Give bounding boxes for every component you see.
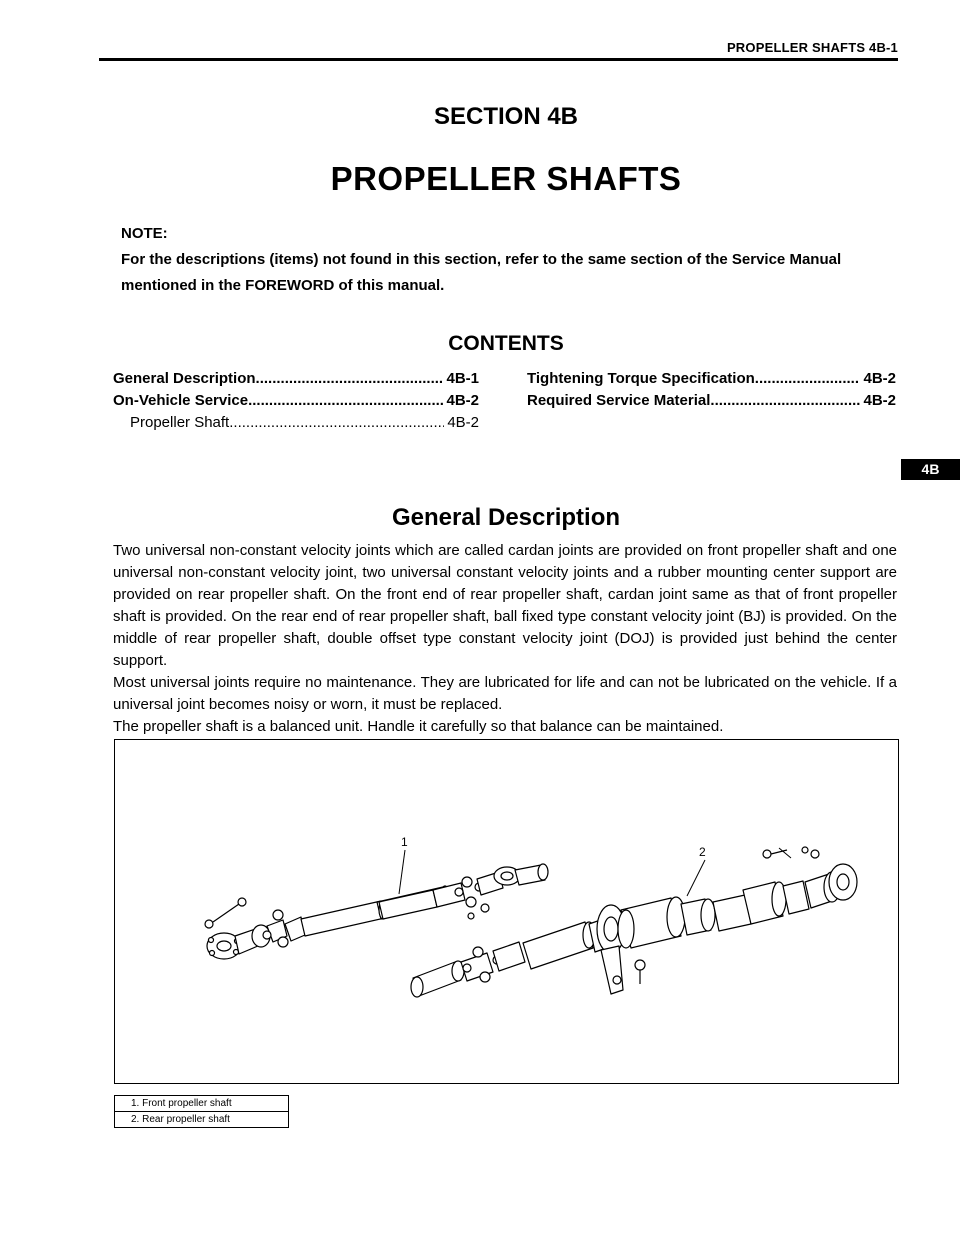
rear-shaft-tube-front [523, 922, 595, 969]
legend-item: 2. Rear propeller shaft [115, 1112, 289, 1128]
toc-entry-page: 4B-2 [863, 392, 896, 409]
running-header: PROPELLER SHAFTS 4B-1 [726, 40, 898, 55]
note-label: NOTE: [121, 225, 168, 242]
propeller-shaft-illustration [114, 739, 899, 1084]
front-rear-joint [433, 864, 548, 907]
toc-left-column [113, 368, 479, 434]
toc-entry-required-service-material[interactable] [527, 390, 896, 412]
toc-entry-page: 4B-2 [446, 392, 479, 409]
note-block [121, 221, 911, 299]
rear-shaft-tube-rear [713, 882, 786, 931]
ball-fixed-joint [783, 864, 857, 914]
toc-entry-propeller-shaft[interactable] [113, 412, 479, 434]
rear-front-spline-yoke [411, 961, 464, 997]
header-rule [99, 58, 898, 61]
rear-front-spider [461, 942, 525, 982]
figure-legend [114, 1095, 289, 1128]
front-bolt [205, 898, 246, 928]
toc-entry-general-description[interactable] [113, 368, 479, 390]
toc-entry-title: General Description [113, 370, 256, 387]
toc-entry-on-vehicle-service[interactable] [113, 390, 479, 412]
section-label: SECTION 4B [433, 103, 579, 130]
callout-2: 2 [699, 845, 706, 859]
toc-entry-title: Tightening Torque Specification [527, 370, 755, 387]
toc-entry-page: 4B-1 [446, 370, 479, 387]
toc-entry-tightening-torque[interactable] [527, 368, 896, 390]
double-offset-joint [618, 897, 715, 948]
propeller-shaft-drawing [115, 740, 898, 1083]
front-flange-yoke [207, 925, 270, 959]
body-paragraph: Two universal non-constant velocity joints which are called cardan joints are provided on front propeller shaft and one universal non-constant velocity joint, two universal constant velocity joints and a rubber mounting center support are provided on rear propeller shaft. On the front end of rear propeller shaft, cardan joint same as that of front propeller shaft is provided. On the rear end of rear propeller shaft, ball fixed type constant velocity joint (BJ) is provided. On the middle of rear propeller shaft, double offset type constant velocity joint (DOJ) is provided just behind the center support. [113, 542, 897, 669]
toc-entry-title: Propeller Shaft [130, 414, 230, 431]
legend-row [115, 1112, 289, 1128]
toc-entry-title: On-Vehicle Service [113, 392, 249, 409]
section-tab[interactable]: 4B [901, 459, 960, 480]
toc-entry-page: 4B-2 [863, 370, 896, 387]
legend-row [115, 1096, 289, 1112]
note-text: For the descriptions (items) not found in this section, refer to the same section of the Service Manual mentioned in the FOREWORD of this manual. [121, 251, 842, 294]
callout-1: 1 [401, 835, 408, 849]
contents-title: CONTENTS [448, 332, 564, 355]
body-paragraph: Most universal joints require no maintenance. They are lubricated for life and can not be lubricated on the vehicle. If a universal joint becomes noisy or worn, it must be replaced. [113, 674, 897, 713]
toc-right-column [527, 368, 896, 412]
toc-entry-page: 4B-2 [447, 414, 479, 431]
rear-bolts [763, 847, 819, 858]
page-title: PROPELLER SHAFTS [330, 160, 682, 197]
general-description-body [113, 540, 897, 738]
general-description-heading: General Description [391, 504, 621, 531]
toc-entry-title: Required Service Material [527, 392, 711, 409]
body-paragraph: The propeller shaft is a balanced unit. Handle it carefully so that balance can be maintained. [113, 718, 724, 735]
legend-item: 1. Front propeller shaft [115, 1096, 289, 1112]
